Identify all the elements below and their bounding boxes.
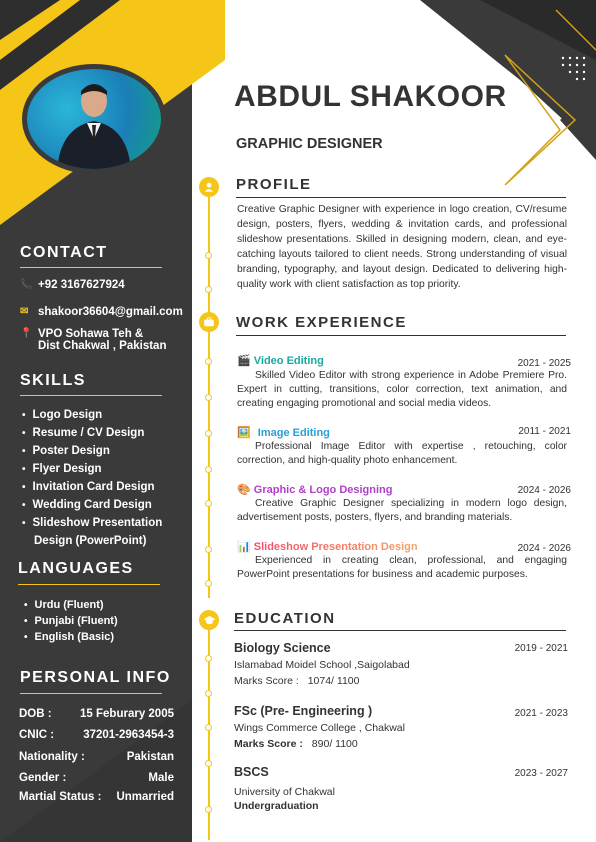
timeline-line: [208, 188, 210, 598]
education-institution: Islamabad Moidel School ,Saigolabad: [234, 659, 410, 671]
personal-info-heading: PERSONAL INFO: [20, 669, 171, 686]
languages-divider: [18, 584, 160, 585]
email-text: shakoor36604@gmail.com: [38, 306, 183, 318]
info-label-nationality: Nationality :: [19, 751, 85, 763]
timeline-dot: [205, 546, 212, 553]
language-item: • English (Basic): [24, 631, 114, 643]
education-date: 2023 - 2027: [514, 768, 568, 779]
mail-icon: ✉: [20, 306, 29, 317]
personal-info-divider: [20, 693, 162, 694]
timeline-dot: [205, 394, 212, 401]
info-label-dob: DOB :: [19, 708, 52, 720]
info-label-marital-status: Martial Status :: [19, 791, 102, 803]
location-pin-icon: 📍: [20, 328, 33, 339]
contact-address: [20, 328, 166, 352]
skills-heading: SKILLS: [20, 372, 86, 389]
user-icon: [199, 177, 219, 197]
education-institution: Wings Commerce College , Chakwal: [234, 722, 405, 734]
skills-divider: [20, 395, 162, 396]
skill-item: • Slideshow Presentation: [22, 517, 162, 529]
briefcase-icon: [199, 312, 219, 332]
education-date: 2019 - 2021: [514, 643, 568, 654]
work-experience-divider: [236, 335, 566, 336]
info-value-cnic: 37201-2963454-3: [83, 729, 174, 741]
job-title-slideshow-presentation-design: 📊 Slideshow Presentation Design: [237, 541, 418, 553]
skill-item: • Resume / CV Design: [22, 427, 144, 439]
timeline-dot: [205, 430, 212, 437]
profile-divider: [236, 197, 566, 198]
education-heading: EDUCATION: [234, 610, 336, 627]
timeline-dot: [205, 806, 212, 813]
education-status: Undergraduation: [234, 800, 319, 812]
timeline-dot: [205, 724, 212, 731]
skill-item: • Flyer Design: [22, 463, 102, 475]
person-silhouette-icon: [27, 69, 161, 169]
education-title: FSc (Pre- Engineering ): [234, 704, 373, 718]
contact-phone[interactable]: [20, 279, 125, 291]
profile-summary: Creative Graphic Designer with experience in logo creation, CV/resume design, posters, flyers, wedding & invitation cards, and professional slideshow presentations. Skilled in designing modern, clean, and eye-catching layouts tailored to client needs. Strong understanding of visual branding, typography, and layout design. Dedicated to delivering high-quality work with client satisfaction as top priority.: [237, 204, 567, 290]
info-value-gender: Male: [148, 772, 174, 784]
timeline-dot: [205, 580, 212, 587]
language-item: • Punjabi (Fluent): [24, 615, 118, 627]
languages-heading: LANGUAGES: [18, 560, 134, 577]
phone-text: +92 3167627924: [38, 279, 125, 291]
education-institution: University of Chakwal: [234, 786, 335, 798]
profile-photo: [22, 64, 166, 174]
job-title-graphic-logo-designing: 🎨 Graphic & Logo Designing: [237, 484, 393, 496]
education-marks: Marks Score : 890/ 1100: [234, 738, 358, 750]
info-label-gender: Gender :: [19, 772, 67, 784]
phone-icon: 📞: [20, 279, 33, 290]
job-description: Skilled Video Editor with strong experience in Adobe Premiere Pro. Expert in cutting, transitions, color correction, text animation, and creating engaging promotional and social media videos.: [237, 370, 567, 409]
info-label-cnic: CNIC :: [19, 729, 55, 741]
timeline-dot: [205, 655, 212, 662]
education-divider: [234, 630, 566, 631]
job-description: Professional Image Editor with expertise , retouching, color correction, and high-quality photo enhancement.: [237, 441, 567, 466]
info-value-marital-status: Unmarried: [116, 791, 174, 803]
timeline-dot: [205, 358, 212, 365]
skill-item: • Wedding Card Design: [22, 499, 152, 511]
job-date: 2024 - 2026: [517, 485, 571, 496]
job-title-image-editing: 🖼️ Image Editing: [237, 427, 330, 439]
skill-item-continued: Design (PowerPoint): [34, 535, 147, 547]
skill-item: • Invitation Card Design: [22, 481, 155, 493]
clapperboard-icon: 🎬: [237, 355, 251, 367]
timeline-dot: [205, 252, 212, 259]
picture-icon: 🖼️: [237, 427, 251, 439]
address-line-2: Dist Chakwal , Pakistan: [38, 340, 167, 352]
info-value-dob: 15 Feburary 2005: [80, 708, 174, 720]
work-experience-heading: WORK EXPERIENCE: [236, 314, 407, 331]
education-date: 2021 - 2023: [514, 708, 568, 719]
profile-heading: PROFILE: [236, 176, 312, 193]
contact-divider: [20, 267, 162, 268]
candidate-role: GRAPHIC DESIGNER: [236, 136, 383, 152]
job-title-video-editing: 🎬 Video Editing: [237, 355, 324, 367]
contact-heading: CONTACT: [20, 244, 108, 261]
timeline-dot: [205, 690, 212, 697]
timeline-dot: [205, 760, 212, 767]
education-marks: Marks Score : 1074/ 1100: [234, 675, 360, 687]
info-value-nationality: Pakistan: [126, 751, 174, 763]
address-line-1: VPO Sohawa Teh &: [38, 328, 144, 340]
palette-icon: 🎨: [237, 484, 251, 496]
education-title: BSCS: [234, 765, 269, 779]
timeline-dot: [205, 500, 212, 507]
candidate-name: ABDUL SHAKOOR: [234, 80, 507, 113]
bar-chart-icon: 📊: [237, 541, 251, 553]
contact-email[interactable]: [20, 306, 183, 318]
timeline-dot: [205, 466, 212, 473]
education-title: Biology Science: [234, 641, 331, 655]
job-date: 2021 - 2025: [517, 358, 571, 369]
graduation-cap-icon: [199, 610, 219, 630]
job-description: Creative Graphic Designer specializing in modern logo design, advertisement posts, posters, flyers, and branding materials.: [237, 498, 567, 523]
skill-item: • Logo Design: [22, 409, 102, 421]
job-description: Experienced in creating clean, professional, and engaging PowerPoint presentations for business and academic purposes.: [237, 555, 567, 580]
timeline-dot: [205, 286, 212, 293]
job-date: 2011 - 2021: [518, 426, 571, 437]
job-date: 2024 - 2026: [517, 543, 571, 554]
skill-item: • Poster Design: [22, 445, 110, 457]
language-item: • Urdu (Fluent): [24, 599, 104, 611]
